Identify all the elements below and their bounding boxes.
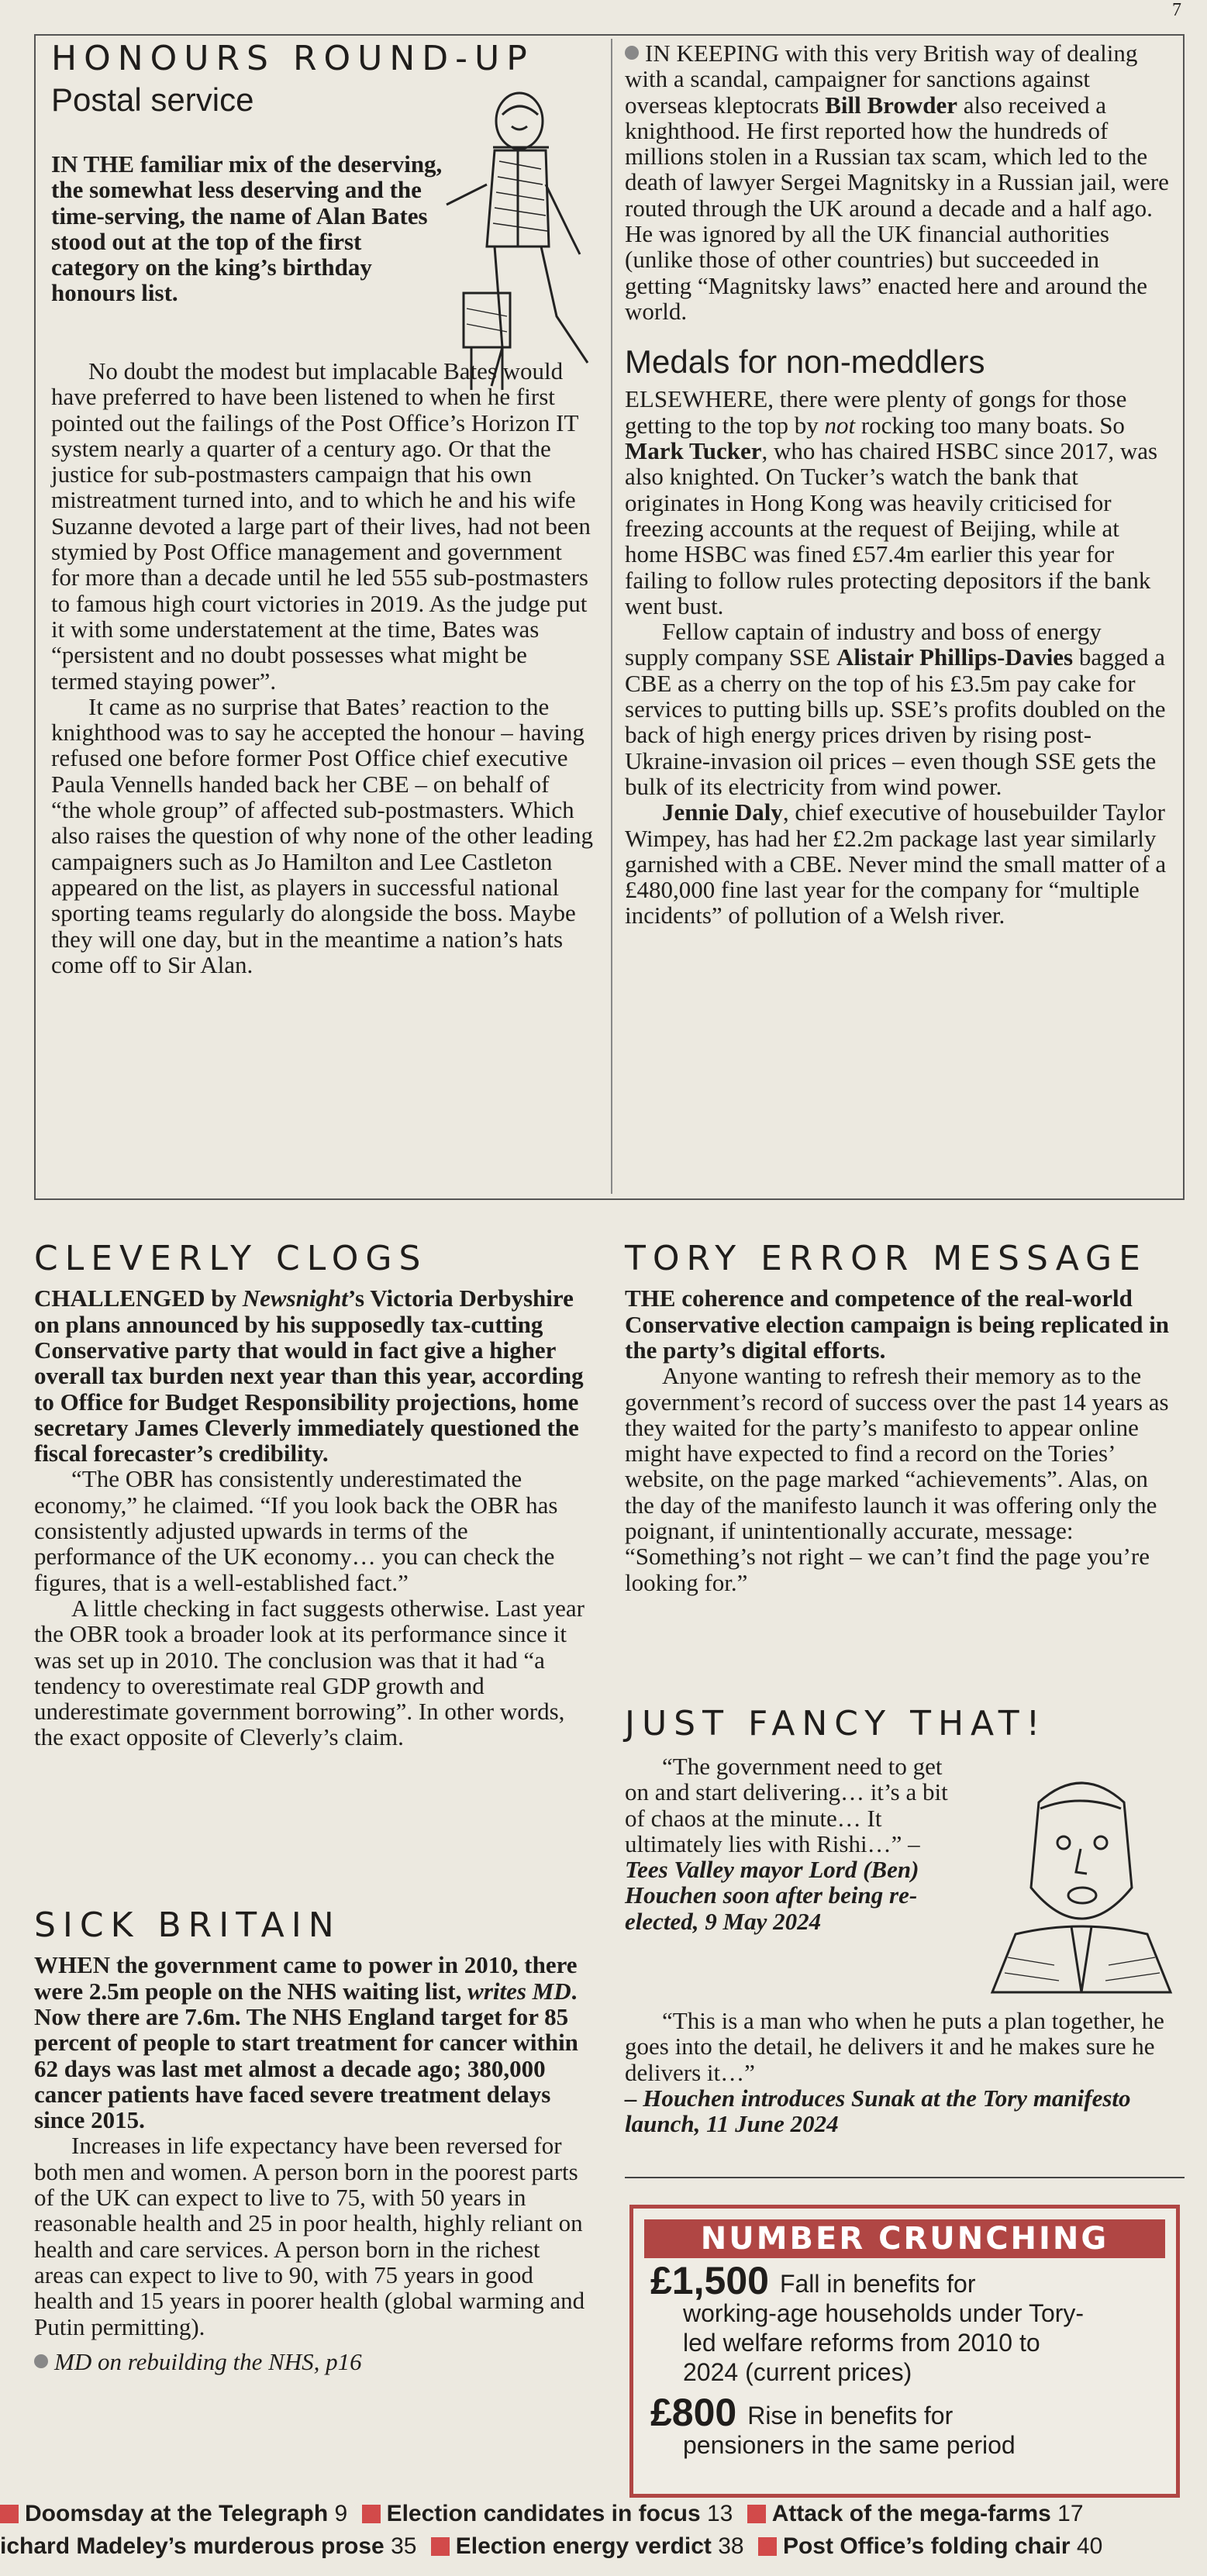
item-2-amount: £800 [650, 2391, 737, 2434]
footer-page: 17 [1057, 2501, 1084, 2526]
tory-paragraph-1: Anyone wanting to refresh their memory as to the government’s record of success over the past 14 years as they waited for the party’s manifesto to appear online might have expected to find a record on the Tories’ website, on the page marked “achievements”. Alas, on the day of the manifesto launch it was offering only the poignant, if unintentionally accurate, message: “Something’s not right – we can’t find the page you’re looking for.” [625, 1362, 1169, 1596]
medals-p1-c: , who has chaired HSBC since 2017, was also knighted. On Tucker’s watch the bank that originates in Hong Kong was heavily criticised for freezing accounts at the request of Beijing, while at home HSBC was fined £57.4m earlier this year for failing to follow rules protecting depositors if the bank went bust. [625, 437, 1158, 619]
number-crunching-box [629, 2205, 1180, 2498]
footer-link[interactable]: Doomsday at the Telegraph [25, 2501, 329, 2526]
fancy-quote-1: “The government need to get on and start delivering… it’s a bit of chaos at the minute… It ultimately lies with Rishi…” – [625, 1753, 948, 1857]
cleverly-paragraph-2: A little checking in fact suggests otherwise. Last year the OBR took a broader look at its performance since it was set up in 2010. The conclusion was that it had “a tendency to overestimate real GDP growth and underestimate government borrowing”. In other words, the exact opposite of Cleverly’s claim. [34, 1594, 585, 1751]
footer-link[interactable]: Post Office’s folding chair [782, 2533, 1071, 2559]
fancy-quote-2: “This is a man who when he puts a plan together, he goes into the detail, he delivers it and he makes sure he delivers it…” [625, 2007, 1164, 2086]
honours-heading: HONOURS ROUND-UP [51, 39, 534, 78]
bullet-icon [34, 2354, 48, 2368]
sick-britain-section [34, 1907, 591, 2374]
footer-link[interactable]: Attack of the mega-farms [771, 2501, 1051, 2526]
cartoon-houchen [985, 1771, 1178, 1996]
phillips-davies-name: Alistair Phillips-Davies [836, 643, 1074, 671]
fancy-quote-2-block [625, 2008, 1179, 2136]
sick-paragraph-1: Increases in life expectancy have been reversed for both men and women. A person born in the poorest parts of the UK can expect to live to 75, with 50 years in reasonable health and 25 in poor health, highly reliant on health and care services. A person born in the richest areas can expect to live to 90, with 75 years in good health and 15 years in poorer health (global warming and Putin permitting). [34, 2132, 585, 2340]
item-1-text-c: led welfare reforms from 2010 to [683, 2329, 1040, 2357]
page-number: 7 [1172, 0, 1181, 20]
fancy-quote-2-attribution: – Houchen introduces Sunak at the Tory manifesto launch, 11 June 2024 [625, 2084, 1131, 2138]
medals-p1-b: rocking too many boats. So [855, 411, 1125, 439]
honours-subheading: Postal service [51, 81, 254, 119]
footer-link[interactable]: Election energy verdict [455, 2533, 712, 2559]
medals-p3-b: , chief executive of housebuilder Taylor Wimpey, has had her £2.2m package last year similarly garnished with a CBE. Never mind the small matter of a £480,000 fine last year for the company for “multiple incidents” of pollution of a Welsh river. [625, 798, 1167, 929]
cleverly-lead-b: ’s Victoria Derbyshire on plans announced by his supposedly tax-cutting Conservative party that would in fact give a higher overall tax burden next year than this year, according to Office for Budget Responsibility projections, home secretary James Cleverly immediately questioned the fiscal forecaster’s credibility. [34, 1285, 584, 1467]
sick-britain-heading: SICK BRITAIN [34, 1905, 341, 1945]
item-1-text-a: Fall in benefits for [779, 2270, 976, 2298]
item-1-amount: £1,500 [650, 2259, 769, 2302]
medals-p1-em: not [824, 411, 856, 439]
red-square-icon [758, 2537, 777, 2556]
footer-page: 40 [1076, 2533, 1103, 2559]
red-square-icon [362, 2505, 381, 2523]
footer-link[interactable]: Election candidates in focus [386, 2501, 701, 2526]
cartoon-alan-bates [440, 84, 600, 392]
item-1-text-d: 2024 (current prices) [683, 2358, 912, 2386]
item-2-text-a: Rise in benefits for [747, 2402, 954, 2429]
tory-error-section [625, 1240, 1179, 1595]
footer-line-2 [0, 2533, 1102, 2560]
honours-paragraph-2: It came as no surprise that Bates’ reaction to the knighthood was to say he accepted the honour – having refused one before former Post Office chief executive Paula Vennells handed back her CBE – on behalf of “the whole group” of affected sub-postmasters. Which also raises the question of why none of the other leading campaigners such as Jo Hamilton and Lee Castleton appeared on the list, as players in successful national sporting teams regularly do alongside the boss. Maybe they will one day, but in the meantime a nation’s hats come off to Sir Alan. [51, 692, 594, 978]
tory-error-heading: TORY ERROR MESSAGE [625, 1239, 1147, 1278]
medals-p2-b: bagged a CBE as a cherry on the top of his £3.5m pay cake for services to putting bills up. SSE’s profits doubled on the back of high energy prices driven by rising post-Ukraine-invasion oil prices – even though SSE gets the bulk of its electricity from wind power. [625, 643, 1166, 800]
red-square-icon [431, 2537, 450, 2556]
number-crunching-title: NUMBER CRUNCHING [644, 2219, 1165, 2258]
cleverly-heading: CLEVERLY CLOGS [34, 1239, 428, 1278]
item-1-text-b: working-age households under Tory- [683, 2299, 1085, 2327]
footer-page: 9 [334, 2501, 348, 2526]
honours-right-column [625, 40, 1171, 929]
sick-lead-b: . Now there are 7.6m. The NHS England target for 85 percent of people to start treatment for cancer within 62 days was last met almost a decade ago; 380,000 cancer patients have faced severe treatment delays since 2015. [34, 1977, 578, 2134]
bullet-icon [625, 46, 639, 60]
browder-text-b: also received a knighthood. He first reported how the hundreds of millions stolen in a Russian tax scam, which led to the death of lawyer Sergei Magnitsky in a Russian jail, were routed through the UK around a decade and a half ago. He was ignored by all the UK financial authorities (unlike those of other countries) but succeeded in getting “Magnitsky laws” enacted here and around the world. [625, 91, 1169, 325]
honours-paragraph-1: No doubt the modest but implacable Bates would have preferred to have been listened to when he first pointed out the failings of the Post Office’s Horizon IT system nearly a quarter of a century ago. Or that the justice for sub-postmasters campaign that his own mistreatment turned into, and to which he and his wife Suzanne devoted a large part of their lives, had not been stymied by Post Office management and government for more than a decade until he led 555 sub-postmasters to famous high court victories in 2019. As the judge put it with some understatement at the time, Bates was “persistent and no doubt possesses what might be termed staying power”. [51, 357, 591, 695]
footer-link[interactable]: ichard Madeley’s murderous prose [0, 2533, 385, 2559]
browder-text-a: IN KEEPING with this very British way of dealing with a scandal, campaigner for sanctions against overseas kleptocrats [625, 40, 1138, 119]
sick-lead-a: WHEN the government came to power in 2010, there were 2.5m people on the NHS waiting list, [34, 1951, 578, 2005]
column-divider [611, 39, 612, 1194]
sick-lead-em: writes MD [467, 1977, 571, 2005]
item-2-text-b: pensioners in the same period [683, 2431, 1016, 2459]
medals-heading: Medals for non-meddlers [625, 343, 985, 381]
medals-p1-a: ELSEWHERE, there were plenty of gongs for those getting to the top by [625, 385, 1127, 439]
fancy-quote-1-attribution: Tees Valley mayor Lord (Ben) Houchen soon after being re-elected, 9 May 2024 [625, 1856, 919, 1935]
number-crunching-item-1 [633, 2259, 1176, 2387]
red-square-icon [747, 2505, 766, 2523]
footer-page: 35 [391, 2533, 417, 2559]
cleverly-lead-em: Newsnight [242, 1285, 348, 1312]
divider-line [625, 2177, 1185, 2178]
number-crunching-item-2 [633, 2391, 1176, 2460]
sick-page-reference: MD on rebuilding the NHS, p16 [54, 2347, 362, 2375]
cleverly-lead-a: CHALLENGED by [34, 1285, 243, 1312]
tucker-name: Mark Tucker [625, 437, 762, 465]
red-square-icon [0, 2505, 19, 2523]
honours-lead: IN THE familiar mix of the deserving, the somewhat less deserving and the time-serving, the name of Alan Bates stood out at the top of the first category on the king’s birthday honours list. [51, 150, 443, 307]
footer-page: 38 [718, 2533, 744, 2559]
cleverly-section [34, 1240, 585, 1750]
medals-p2-a: Fellow captain of industry and boss of energy supply company SSE [625, 618, 1102, 671]
honours-body-block [51, 358, 594, 978]
fancy-quote-1-block [625, 1754, 958, 1934]
footer-page: 13 [707, 2501, 733, 2526]
cleverly-paragraph-1: “The OBR has consistently underestimated the economy,” he claimed. “If you look back the OBR has consistently adjusted upwards in terms of the performance of the UK economy… you can check the figures, that is a well-established fact.” [34, 1465, 558, 1596]
browder-name: Bill Browder [825, 91, 958, 119]
honours-lead-block [51, 151, 443, 306]
fancy-heading-block [625, 1705, 1179, 1743]
tory-lead: THE coherence and competence of the real-world Conservative election campaign is being replicated in the party’s digital efforts. [625, 1285, 1170, 1364]
footer-line-1 [0, 2501, 1084, 2527]
daly-name: Jennie Daly [662, 798, 783, 826]
fancy-heading: JUST FANCY THAT! [625, 1704, 1047, 1743]
